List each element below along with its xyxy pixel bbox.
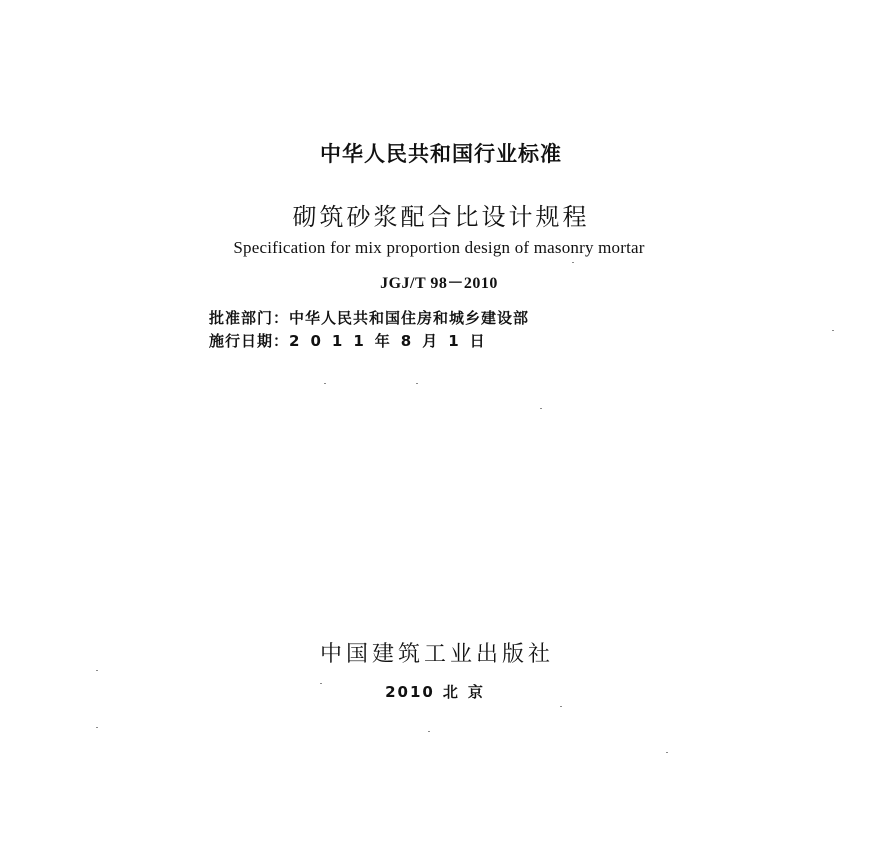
scan-speck [324, 383, 326, 384]
standard-code: JGJ/T 98－2010 [380, 275, 498, 292]
scan-speck [96, 670, 98, 671]
publication-line [0, 681, 870, 702]
approval-value: 中华人民共和国住房和城乡建设部 [289, 309, 530, 327]
title-english: Specification for mix proportion design of masonry mortar [233, 238, 645, 257]
scan-speck [560, 706, 562, 707]
publication-year: 2010 [385, 683, 435, 701]
publication-place: 北京 [442, 683, 493, 701]
scan-speck [416, 383, 418, 384]
publisher: 中国建筑工业出版社 [319, 642, 554, 667]
scan-speck [428, 731, 430, 732]
scan-speck [572, 262, 574, 263]
approval-label: 批准部门： [209, 309, 290, 327]
effective-value: 2011年8月1日 [289, 332, 496, 350]
effective-label: 施行日期： [209, 332, 290, 350]
standard-type: 中华人民共和国行业标准 [320, 142, 562, 166]
scan-speck [96, 727, 98, 728]
approval-department [209, 307, 529, 328]
scan-speck [666, 752, 668, 753]
scan-speck [540, 408, 542, 409]
title-chinese: 砌筑砂浆配合比设计规程 [292, 203, 590, 231]
scan-speck [832, 330, 834, 331]
scan-speck [320, 683, 322, 684]
effective-date [209, 330, 496, 351]
